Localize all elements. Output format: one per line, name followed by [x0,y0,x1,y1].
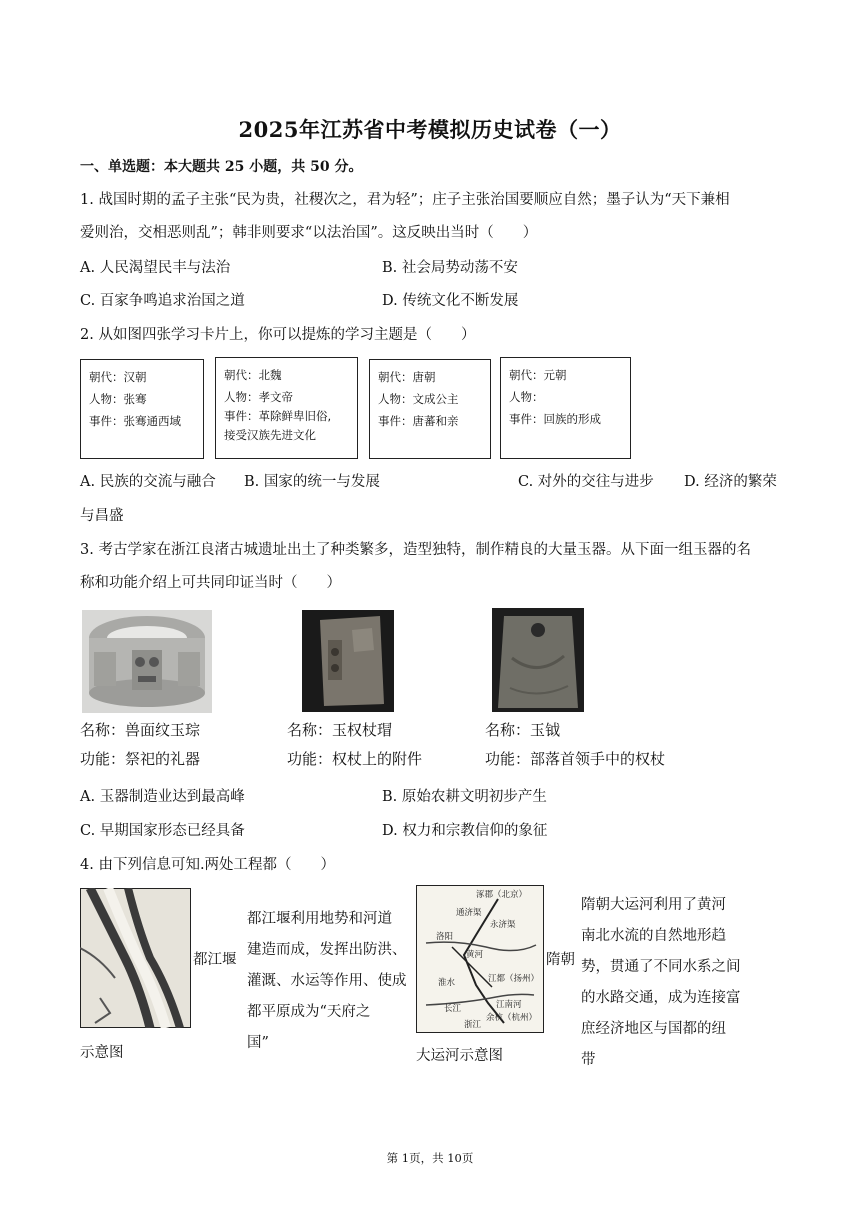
canal-text-line: 带 [581,1052,596,1068]
card-dynasty: 朝代：汉朝 [89,370,147,384]
card-person: 人物： [509,390,544,404]
jade-scepter-name: 名称：玉权杖瑁 [287,721,393,739]
card-person: 人物：孝文帝 [224,390,293,404]
jade-yue-image [492,608,584,712]
canal-text-line: 的水路交通，成为连接富 [581,990,741,1006]
map-label-tongjiqu: 通济渠 [456,908,482,918]
q2-option-d-cont: 与昌盛 [80,508,124,524]
canal-text-line: 南北水流的自然地形趋 [581,928,726,944]
card-event: 事件：唐蕃和亲 [378,414,459,428]
q1-stem-line2: 爱则治，交相恶则乱”；韩非则要求“以法治国”。这反映出当时（ ） [80,225,538,241]
study-card-han [80,359,204,459]
map-label-yuhang: 余杭（杭州） [486,1013,538,1023]
jade-cong-function: 功能：祭祀的礼器 [80,750,201,768]
q4-stem: 4. 由下列信息可知.两处工程都（ ） [80,857,336,873]
q3-option-c[interactable]: C. 早期国家形态已经具备 [80,823,245,839]
card-event: 事件：革除鲜卑旧俗, [224,409,332,423]
q2-option-d[interactable]: D. 经济的繁荣 [684,474,777,490]
canal-text-line: 庶经济地区与国都的纽 [581,1021,726,1037]
study-card-tang [369,359,491,459]
q3-option-a[interactable]: A. 玉器制造业达到最高峰 [80,789,245,805]
jade-yue-function: 功能：部落首领手中的权杖 [485,750,666,768]
card-dynasty: 朝代：北魏 [224,368,282,382]
card-person: 人物：张骞 [89,392,147,406]
card-event-cont: 接受汉族先进文化 [224,428,316,442]
map-label-jiangnanhe: 江南河 [496,1000,522,1010]
page-title: 2025年江苏省中考模拟历史试卷（一） [238,117,622,142]
q1-option-d[interactable]: D. 传统文化不断发展 [382,293,519,309]
q1-option-b[interactable]: B. 社会局势动荡不安 [382,260,518,276]
grand-canal-description [581,890,741,1076]
jade-scepter-image [302,610,394,712]
card-dynasty: 朝代：元朝 [509,368,567,382]
q1-option-a[interactable]: A. 人民渴望民丰与法治 [80,260,231,276]
map-label-huaishui: 淮水 [438,978,456,988]
jade-cong-name: 名称：兽面纹玉琮 [80,721,201,739]
q2-option-b[interactable]: B. 国家的统一与发展 [244,474,380,490]
dujiangyan-caption: 示意图 [80,1045,124,1061]
q1-stem-line1: 1. 战国时期的孟子主张“民为贵，社稷次之，君为轻”；庄子主张治国要顺应自然；墨子认为“天下兼相 [80,192,730,208]
dj-text-line: 都江堰利用地势和河道 [247,911,392,927]
map-label-zhuojun: 涿郡（北京） [476,890,528,900]
card-event: 事件：张骞通西域 [89,414,181,428]
dj-text-line: 都平原成为“天府之 [247,1004,371,1020]
card-dynasty: 朝代：唐朝 [378,370,436,384]
dujiangyan-description [247,904,407,1059]
study-card-beiwei [215,357,358,459]
page-footer: 第 1页，共 10页 [386,1151,474,1165]
dujiangyan-map [80,888,191,1028]
q3-stem-line2: 称和功能介绍上可共同印证当时（ ） [80,575,341,591]
canal-text-line: 势，贯通了不同水系之间 [581,959,741,975]
map-label-jiangdu: 江都（扬州） [488,974,540,984]
map-label-zhejiang: 浙江 [464,1020,482,1030]
jade-cong-image [82,610,212,713]
card-event: 事件：回族的形成 [509,412,601,426]
grand-canal-caption: 大运河示意图 [416,1048,503,1064]
canal-text-line: 隋朝大运河利用了黄河 [581,897,726,913]
sui-label: 隋朝 [546,952,575,968]
q2-option-c[interactable]: C. 对外的交往与进步 [518,474,654,490]
card-person: 人物：文成公主 [378,392,459,406]
q3-stem-line1: 3. 考古学家在浙江良渚古城遗址出土了种类繁多，造型独特，制作精良的大量玉器。从下面一组玉器的名 [80,542,751,558]
map-label-huanghe: 黄河 [466,950,484,960]
section-heading: 一、单选题：本大题共 25 小题，共 50 分。 [80,159,363,175]
grand-canal-map [416,885,544,1033]
dujiangyan-label: 都江堰 [193,952,237,968]
q1-option-c[interactable]: C. 百家争鸣追求治国之道 [80,293,245,309]
q3-option-d[interactable]: D. 权力和宗教信仰的象征 [382,823,548,839]
map-label-changjiang: 长江 [444,1004,462,1014]
q2-stem: 2. 从如图四张学习卡片上，你可以提炼的学习主题是（ ） [80,327,476,343]
q2-option-a[interactable]: A. 民族的交流与融合 [80,474,216,490]
q3-option-b[interactable]: B. 原始农耕文明初步产生 [382,789,547,805]
jade-yue-name: 名称：玉钺 [485,721,561,739]
study-card-yuan [500,357,631,459]
dj-text-line: 灌溉、水运等作用、使成 [247,973,407,989]
dj-text-line: 国” [247,1035,269,1051]
dj-text-line: 建造而成，发挥出防洪、 [247,942,407,958]
jade-scepter-function: 功能：权杖上的附件 [287,750,423,768]
map-label-yongjiqu: 永济渠 [490,920,516,930]
map-label-luoyang: 洛阳 [436,932,454,942]
